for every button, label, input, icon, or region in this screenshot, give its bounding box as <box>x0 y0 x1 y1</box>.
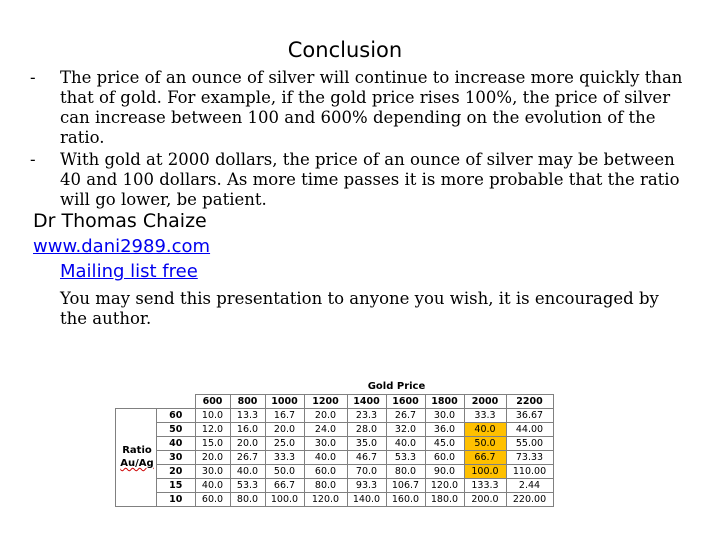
table-cell: 36.0 <box>425 423 464 437</box>
column-header: 600 <box>195 395 230 409</box>
table-cell: 133.3 <box>464 479 506 493</box>
bullet-marker: - <box>30 68 36 87</box>
gold-price-header: Gold Price <box>367 381 426 392</box>
ratio-label-line2: Au/Ag <box>120 458 154 469</box>
table-cell: 93.3 <box>347 479 386 493</box>
table-cell: 15.0 <box>195 437 230 451</box>
table-cell: 110.00 <box>506 465 553 479</box>
row-header: 50 <box>157 423 196 437</box>
slide-title <box>0 38 720 62</box>
table-cell: 33.3 <box>464 409 506 423</box>
table-cell: 23.3 <box>347 409 386 423</box>
row-header: 10 <box>157 493 196 507</box>
share-note: You may send this presentation to anyone you wish, it is encouraged by the author. <box>60 289 659 328</box>
table-cell: 20.0 <box>195 451 230 465</box>
table-cell: 106.7 <box>386 479 425 493</box>
price-grid <box>115 394 554 507</box>
column-header: 2000 <box>464 395 506 409</box>
table-cell: 90.0 <box>425 465 464 479</box>
table-cell: 60.0 <box>425 451 464 465</box>
table-cell: 100.0 <box>265 493 304 507</box>
column-header: 1400 <box>347 395 386 409</box>
bullet-text: The price of an ounce of silver will continue to increase more quickly than that of gold. For example, if the gold price rises 100%, the price of silver can increase between 100 and 600% depending on the evolution of the ratio. <box>60 68 683 147</box>
table-cell: 50.0 <box>265 465 304 479</box>
table-cell: 60.0 <box>304 465 347 479</box>
table-cell: 46.7 <box>347 451 386 465</box>
empty-cell <box>116 395 157 409</box>
ratio-group-cell <box>116 437 157 451</box>
table-row <box>116 437 554 451</box>
website-link[interactable]: www.dani2989.com <box>33 236 211 257</box>
table-cell: 120.0 <box>304 493 347 507</box>
table-cell: 80.0 <box>386 465 425 479</box>
ratio-group-cell <box>116 423 157 437</box>
bullet-marker: - <box>30 150 36 169</box>
bullet-list <box>30 68 690 212</box>
table-cell: 66.7 <box>265 479 304 493</box>
table-cell: 120.0 <box>425 479 464 493</box>
table-cell: 40.0 <box>464 423 506 437</box>
table-cell: 30.0 <box>195 465 230 479</box>
table-cell: 40.0 <box>230 465 265 479</box>
table-cell: 20.0 <box>230 437 265 451</box>
table-row <box>116 409 554 423</box>
table-cell: 2.44 <box>506 479 553 493</box>
table-cell: 30.0 <box>304 437 347 451</box>
ratio-group-cell <box>116 479 157 493</box>
table-cell: 10.0 <box>195 409 230 423</box>
row-header: 20 <box>157 465 196 479</box>
table-cell: 12.0 <box>195 423 230 437</box>
table-cell: 16.0 <box>230 423 265 437</box>
table-cell: 53.3 <box>230 479 265 493</box>
table-cell: 55.00 <box>506 437 553 451</box>
table-row <box>116 479 554 493</box>
table-cell: 40.0 <box>304 451 347 465</box>
table-cell: 26.7 <box>230 451 265 465</box>
table-cell: 40.0 <box>195 479 230 493</box>
table-cell: 100.0 <box>464 465 506 479</box>
table-cell: 26.7 <box>386 409 425 423</box>
table-cell: 66.7 <box>464 451 506 465</box>
ratio-group-cell <box>116 493 157 507</box>
author-name: Dr Thomas Chaize <box>33 210 207 232</box>
row-header: 60 <box>157 409 196 423</box>
table-cell: 160.0 <box>386 493 425 507</box>
table-cell: 36.67 <box>506 409 553 423</box>
table-cell: 30.0 <box>425 409 464 423</box>
table-cell: 45.0 <box>425 437 464 451</box>
table-cell: 73.33 <box>506 451 553 465</box>
table-row <box>116 493 554 507</box>
table-cell: 180.0 <box>425 493 464 507</box>
slide-title-text: Conclusion <box>287 38 403 62</box>
table-cell: 53.3 <box>386 451 425 465</box>
table-cell: 200.0 <box>464 493 506 507</box>
table-cell: 140.0 <box>347 493 386 507</box>
mailing-list-link[interactable]: Mailing list free <box>60 261 198 282</box>
column-header: 2200 <box>506 395 553 409</box>
table-cell: 50.0 <box>464 437 506 451</box>
table-cell: 13.3 <box>230 409 265 423</box>
bullet-item <box>30 68 690 148</box>
table-cell: 44.00 <box>506 423 553 437</box>
table-cell: 20.0 <box>304 409 347 423</box>
table-row <box>116 451 554 465</box>
table-cell: 16.7 <box>265 409 304 423</box>
table-cell: 32.0 <box>386 423 425 437</box>
ratio-label-line1: Ratio <box>122 445 152 456</box>
table-row <box>116 423 554 437</box>
table-cell: 24.0 <box>304 423 347 437</box>
header-row <box>116 395 554 409</box>
column-header: 1600 <box>386 395 425 409</box>
ratio-group-cell <box>116 465 157 479</box>
table-cell: 35.0 <box>347 437 386 451</box>
column-header: 800 <box>230 395 265 409</box>
column-header: 1200 <box>304 395 347 409</box>
table-cell: 20.0 <box>265 423 304 437</box>
table-cell: 70.0 <box>347 465 386 479</box>
table-cell: 60.0 <box>195 493 230 507</box>
table-cell: 40.0 <box>386 437 425 451</box>
bullet-item <box>30 150 690 210</box>
table-cell: 80.0 <box>230 493 265 507</box>
row-header: 15 <box>157 479 196 493</box>
bullet-text: With gold at 2000 dollars, the price of an ounce of silver may be between 40 and 100 dollars. As more time passes it is more probable that the ratio will go lower, be patient. <box>60 150 680 209</box>
table-row <box>116 465 554 479</box>
column-header: 1800 <box>425 395 464 409</box>
table-cell: 25.0 <box>265 437 304 451</box>
empty-cell <box>157 395 196 409</box>
table-cell: 28.0 <box>347 423 386 437</box>
table-cell: 80.0 <box>304 479 347 493</box>
ratio-group-cell <box>116 409 157 423</box>
column-header: 1000 <box>265 395 304 409</box>
row-header: 30 <box>157 451 196 465</box>
row-header: 40 <box>157 437 196 451</box>
table-cell: 33.3 <box>265 451 304 465</box>
silver-price-table <box>115 380 599 514</box>
ratio-group-cell <box>116 451 157 465</box>
table-cell: 220.00 <box>506 493 553 507</box>
